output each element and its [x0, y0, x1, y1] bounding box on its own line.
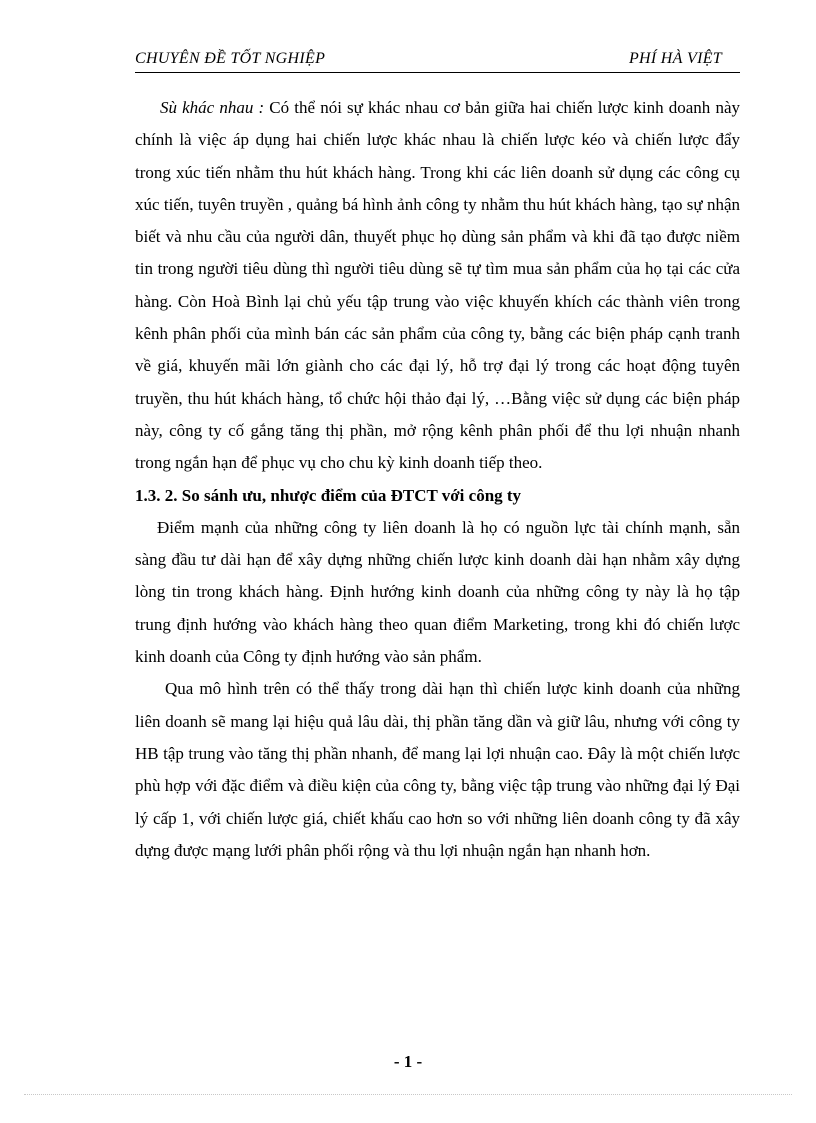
paragraph-text: Có thể nói sự khác nhau cơ bản giữa hai chiến lược kinh doanh này chính là việc áp dụng hai chiến lược khác nhau là chiến lược kéo và chiến lược đẩy trong xúc tiến nhằm thu hút khách hàng. Trong khi các liên doanh sử dụng các công cụ xúc tiến, tuyên truyền , quảng bá hình ảnh công ty nhằm thu hút khách hàng, tạo sự nhận biết và nhu cầu của người dân, thuyết phục họ dùng sản phẩm và khi đã tạo được niềm tin trong người tiêu dùng thì người tiêu dùng sẽ tự tìm mua sản phẩm của họ tại các cửa hàng. Còn Hoà Bình lại chủ yếu tập trung vào việc khuyến khích các thành viên trong kênh phân phối của mình bán các sản phẩm của công ty, bằng các biện pháp cạnh tranh về giá, khuyến mãi lớn giành cho các đại lý, hỗ trợ đại lý trong các hoạt động tuyên truyền, thu hút khách hàng, tổ chức hội thảo đại lý, …Bằng việc sử dụng các biện pháp này, công ty cố gắng tăng thị phần, mở rộng kênh phân phối để thu lợi nhuận nhanh trong ngắn hạn để phục vụ cho chu kỳ kinh doanh tiếp theo. [135, 98, 740, 473]
paragraph-lead: Sù khác nhau : [160, 98, 265, 117]
page-header [135, 50, 740, 73]
page-bottom-divider [24, 1094, 792, 1095]
paragraph-differences [135, 92, 740, 480]
document-body [135, 92, 740, 867]
paragraph-conclusion: Qua mô hình trên có thể thấy trong dài hạn thì chiến lược kinh doanh của những liên doanh sẽ mang lại hiệu quả lâu dài, thị phần tăng dần và giữ lâu, nhưng với công ty HB tập trung vào tăng thị phần nhanh, để mang lại lợi nhuận cao. Đây là một chiến lược phù hợp với đặc điểm và điều kiện của công ty, bằng việc tập trung vào những đại lý Đại lý cấp 1, với chiến lược giá, chiết khấu cao hơn so với những liên doanh công ty đã xây dựng được mạng lưới phân phối rộng và thu lợi nhuận ngắn hạn nhanh hơn. [135, 679, 740, 860]
page-number: - 1 - [393, 1052, 423, 1071]
header-author: PHÍ HÀ VIỆT [628, 50, 722, 67]
header-title: CHUYÊN ĐỀ TỐT NGHIỆP [135, 50, 326, 67]
section-heading: 1.3. 2. So sánh ưu, nhược điểm của ĐTCT với công ty [135, 485, 522, 505]
paragraph-strengths: Điểm mạnh của những công ty liên doanh là họ có nguồn lực tài chính mạnh, sẵn sàng đầu tư dài hạn để xây dựng những chiến lược kinh doanh dài hạn nhằm xây dựng lòng tin trong khách hàng. Định hướng kinh doanh của những công ty này là họ tập trung định hướng vào khách hàng theo quan điểm Marketing, trong khi đó chiến lược kinh doanh của Công ty định hướng vào sản phẩm. [135, 517, 740, 667]
